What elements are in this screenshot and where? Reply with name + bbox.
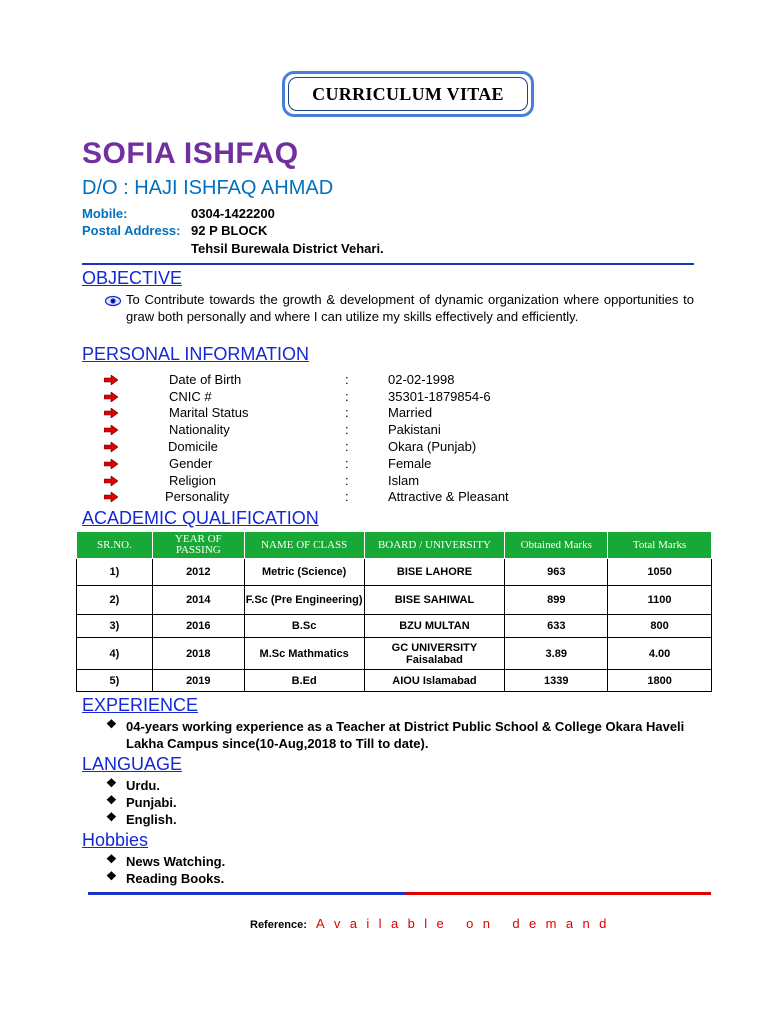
objective-heading: OBJECTIVE xyxy=(82,268,183,288)
cell-obtained: 633 xyxy=(505,615,608,638)
personal-row xyxy=(104,422,664,439)
cell-total: 1800 xyxy=(608,670,712,692)
cell-total: 4.00 xyxy=(608,638,712,670)
personal-colon: : xyxy=(345,389,349,404)
personal-value: Okara (Punjab) xyxy=(388,439,477,454)
personal-row xyxy=(104,439,664,456)
mobile-label: Mobile: xyxy=(82,206,128,221)
cell-year: 2018 xyxy=(152,638,244,670)
mobile-value: 0304-1422200 xyxy=(191,206,275,221)
personal-colon: : xyxy=(345,405,349,420)
red-arrow-icon xyxy=(104,408,118,418)
cell-sr-no: 4) xyxy=(77,638,153,670)
diamond-bullet-icon: ❖ xyxy=(106,810,117,824)
personal-value: 02-02-1998 xyxy=(388,372,455,387)
language-heading: LANGUAGE xyxy=(82,754,183,774)
red-arrow-icon xyxy=(104,425,118,435)
header-total: Total Marks xyxy=(608,532,712,559)
personal-colon: : xyxy=(345,489,349,504)
cell-obtained: 3.89 xyxy=(505,638,608,670)
personal-label: Domicile xyxy=(168,439,218,454)
cell-year: 2019 xyxy=(152,670,244,692)
postal-line-1: 92 P BLOCK xyxy=(191,223,268,238)
red-arrow-icon xyxy=(104,392,118,402)
cell-class: F.Sc (Pre Engineering) xyxy=(244,586,364,615)
header-year: YEAR OF PASSING xyxy=(152,532,244,559)
cell-year: 2016 xyxy=(152,615,244,638)
cell-obtained: 963 xyxy=(505,559,608,586)
table-row xyxy=(77,586,712,615)
cell-sr-no: 3) xyxy=(77,615,153,638)
personal-colon: : xyxy=(345,372,349,387)
personal-row xyxy=(104,489,664,506)
parent-name: D/O : HAJI ISHFAQ AHMAD xyxy=(82,177,334,199)
cell-class: Metric (Science) xyxy=(244,559,364,586)
red-arrow-icon xyxy=(104,442,118,452)
header-board: BOARD / UNIVERSITY xyxy=(364,532,505,559)
language-item: Punjabi. xyxy=(126,795,177,810)
cell-class: M.Sc Mathmatics xyxy=(244,638,364,670)
language-item: English. xyxy=(126,812,177,827)
cell-board: BZU MULTAN xyxy=(364,615,505,638)
postal-label: Postal Address: xyxy=(82,223,181,238)
cell-board: BISE SAHIWAL xyxy=(364,586,505,615)
personal-colon: : xyxy=(345,456,349,471)
cell-obtained: 899 xyxy=(505,586,608,615)
table-row xyxy=(77,559,712,586)
header-obtained: Obtained Marks xyxy=(505,532,608,559)
title-box xyxy=(282,71,534,117)
personal-row xyxy=(104,473,664,490)
diamond-bullet-icon: ❖ xyxy=(106,852,117,866)
reference-value: Available on demand xyxy=(316,916,616,931)
header-sr-no: SR.NO. xyxy=(77,532,153,559)
personal-label: Religion xyxy=(169,473,216,488)
personal-value: Married xyxy=(388,405,433,420)
objective-text: To Contribute towards the growth & development of dynamic organization where opportunities to graw both personally and where I can utilize my skills effectively and efficiently. xyxy=(126,292,694,324)
cell-board: GC UNIVERSITY Faisalabad xyxy=(364,638,505,670)
personal-value: Attractive & Pleasant xyxy=(388,489,509,504)
personal-value: Pakistani xyxy=(388,422,441,437)
candidate-name: SOFIA ISHFAQ xyxy=(82,137,299,170)
academic-heading: ACADEMIC QUALIFICATION xyxy=(82,508,319,528)
hobbies-heading: Hobbies xyxy=(82,830,149,850)
hobby-item: Reading Books. xyxy=(126,871,225,886)
personal-colon: : xyxy=(345,422,349,437)
document-title: CURRICULUM VITAE xyxy=(288,77,528,111)
language-item: Urdu. xyxy=(126,778,160,793)
personal-label: Nationality xyxy=(169,422,230,437)
cell-year: 2012 xyxy=(152,559,244,586)
personal-colon: : xyxy=(345,473,349,488)
red-arrow-icon xyxy=(104,459,118,469)
cell-obtained: 1339 xyxy=(505,670,608,692)
reference-label: Reference: xyxy=(250,919,307,931)
cell-year: 2014 xyxy=(152,586,244,615)
personal-row xyxy=(104,372,664,389)
personal-label: Personality xyxy=(165,489,230,504)
cell-total: 1050 xyxy=(608,559,712,586)
cell-sr-no: 1) xyxy=(77,559,153,586)
diamond-bullet-icon: ❖ xyxy=(106,717,117,731)
diamond-bullet-icon: ❖ xyxy=(106,776,117,790)
red-arrow-icon xyxy=(104,375,118,385)
red-arrow-icon xyxy=(104,492,118,502)
header-divider xyxy=(82,263,694,265)
table-row xyxy=(77,638,712,670)
red-arrow-icon xyxy=(104,476,118,486)
cell-class: B.Sc xyxy=(244,615,364,638)
experience-line-1: 04-years working experience as a Teacher at District Public School & College Okara Haveli xyxy=(126,719,685,734)
personal-label: Gender xyxy=(169,456,213,471)
hobby-item: News Watching. xyxy=(126,854,226,869)
table-row xyxy=(77,615,712,638)
cell-board: BISE LAHORE xyxy=(364,559,505,586)
footer-divider-blue xyxy=(88,892,406,895)
cell-sr-no: 5) xyxy=(77,670,153,692)
header-class: NAME OF CLASS xyxy=(244,532,364,559)
cell-board: AIOU Islamabad xyxy=(364,670,505,692)
footer-divider-red xyxy=(406,892,711,895)
postal-line-2: Tehsil Burewala District Vehari. xyxy=(191,241,384,256)
personal-row xyxy=(104,389,664,406)
table-header-row xyxy=(77,532,712,559)
cell-total: 1100 xyxy=(608,586,712,615)
personal-info-heading: PERSONAL INFORMATION xyxy=(82,344,310,364)
table-row xyxy=(77,670,712,692)
cell-class: B.Ed xyxy=(244,670,364,692)
personal-colon: : xyxy=(345,439,349,454)
personal-label: Marital Status xyxy=(169,405,249,420)
personal-value: Female xyxy=(388,456,432,471)
diamond-bullet-icon: ❖ xyxy=(106,793,117,807)
academic-table xyxy=(76,531,712,692)
experience-heading: EXPERIENCE xyxy=(82,695,199,715)
personal-label: CNIC # xyxy=(169,389,212,404)
eye-icon xyxy=(104,294,122,306)
personal-value: Islam xyxy=(388,473,420,488)
experience-line-2: Lakha Campus since(10-Aug,2018 to Till to date). xyxy=(126,736,429,751)
cell-total: 800 xyxy=(608,615,712,638)
cell-sr-no: 2) xyxy=(77,586,153,615)
personal-row xyxy=(104,456,664,473)
diamond-bullet-icon: ❖ xyxy=(106,869,117,883)
personal-value: 35301-1879854-6 xyxy=(388,389,491,404)
personal-row xyxy=(104,405,664,422)
personal-label: Date of Birth xyxy=(169,372,242,387)
